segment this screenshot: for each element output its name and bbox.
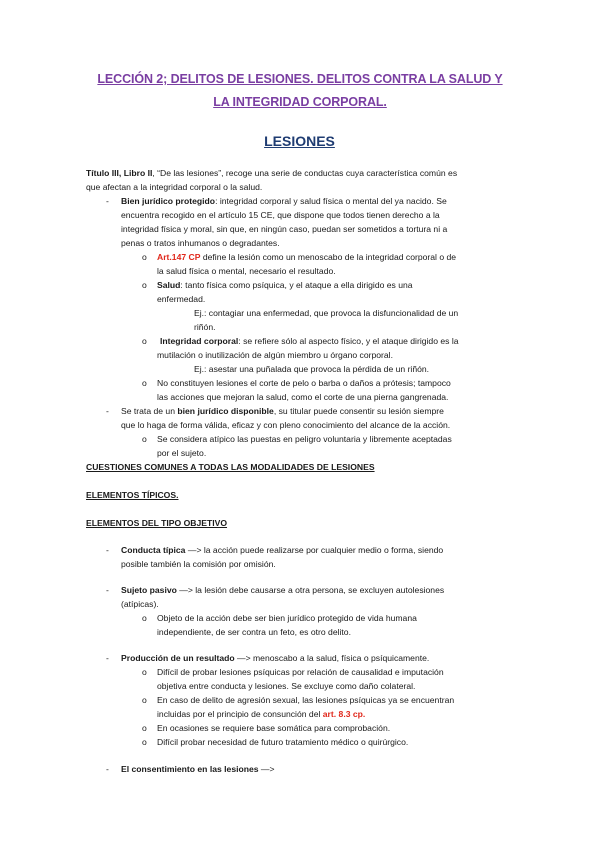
heading-cuestiones: CUESTIONES COMUNES A TODAS LAS MODALIDADES DE LESIONES xyxy=(86,462,375,472)
salud-example-2: riñón. xyxy=(194,322,216,332)
produccion-sub-3: En ocasiones se requiere base somática para comprobación. xyxy=(157,723,391,733)
disponible-line-1: Se trata de un bien jurídico disponible, su titular puede consentir su lesión siempre xyxy=(121,406,444,416)
no-constituyen-line-2: las acciones que mejoran la salud, como el corte de una pierna gangrenada. xyxy=(157,392,449,402)
produccion-sub-1a: Difícil de probar lesiones psíquicas por relación de causalidad e imputación xyxy=(157,667,444,677)
lesson-title-line-2: LA INTEGRIDAD CORPORAL. xyxy=(213,95,387,109)
sujeto-line-1: Sujeto pasivo —> la lesión debe causarse a otra persona, se excluyen autolesiones xyxy=(121,585,445,595)
conducta-line-2: posible también la comisión por omisión. xyxy=(121,559,276,569)
produccion-sub-2b: incluidas por el principio de consunción del art. 8.3 cp. xyxy=(157,709,366,719)
disponible-line-2: que lo haga de forma válida, eficaz y con pleno conocimiento del alcance de la acción. xyxy=(121,420,451,430)
dash-bullet: - xyxy=(106,653,109,663)
circle-bullet: o xyxy=(142,336,147,346)
dash-bullet: - xyxy=(106,585,109,595)
dash-bullet: - xyxy=(106,764,109,774)
intro-line-2: que afectan a la integridad corporal o la salud. xyxy=(86,182,263,192)
atipico-line-2: por el sujeto. xyxy=(157,448,207,458)
circle-bullet: o xyxy=(142,695,147,705)
section-heading-lesiones: LESIONES xyxy=(264,133,335,149)
circle-bullet: o xyxy=(142,613,147,623)
dash-bullet: - xyxy=(106,545,109,555)
integridad-line-1: Integridad corporal: se refiere sólo al aspecto físico, y el ataque dirigido es la xyxy=(160,336,459,346)
intro-bold: Título III, Libro II xyxy=(86,168,153,178)
dash-bullet: - xyxy=(106,196,109,206)
salud-line-2: enfermedad. xyxy=(157,294,206,304)
no-constituyen-line-1: No constituyen lesiones el corte de pelo o barba o daños a prótesis; tampoco xyxy=(157,378,451,388)
intro-rest: , “De las lesiones”, recoge una serie de conductas cuya característica común es xyxy=(152,168,458,178)
circle-bullet: o xyxy=(142,378,147,388)
art147-line-1: Art.147 CP define la lesión como un menoscabo de la integridad corporal o de xyxy=(157,252,457,262)
circle-bullet: o xyxy=(142,723,147,733)
sujeto-sub-2: independiente, de ser contra un feto, es otro delito. xyxy=(157,627,351,637)
art147-line-2: la salud física o mental, necesario el resultado. xyxy=(157,266,336,276)
circle-bullet: o xyxy=(142,434,147,444)
heading-elementos: ELEMENTOS TÍPICOS. xyxy=(86,490,179,500)
atipico-line-1: Se considera atípico las puestas en peligro voluntaria y libremente aceptadas xyxy=(157,434,452,444)
heading-tipo-objetivo: ELEMENTOS DEL TIPO OBJETIVO xyxy=(86,518,228,528)
intro-line-1 xyxy=(86,166,457,180)
bien-line-1: Bien jurídico protegido: integridad corporal y salud física o mental del ya nacido. Se xyxy=(121,196,447,206)
circle-bullet: o xyxy=(142,737,147,747)
dash-bullet: - xyxy=(106,406,109,416)
integridad-line-2: mutilación o inutilización de algún miembro u órgano corporal. xyxy=(157,350,393,360)
bien-line-3: integridad física y moral, sin que, en ningún caso, puedan ser sometidos a tortura ni a xyxy=(121,224,448,234)
conducta-line-1: Conducta típica —> la acción puede realizarse por cualquier medio o forma, siendo xyxy=(121,545,444,555)
bien-line-2: encuentra recogido en el artículo 15 CE, que dispone que todos tienen derecho a la xyxy=(121,210,440,220)
produccion-sub-1b: objetiva entre conducta y lesiones. Se excluye como daño colateral. xyxy=(157,681,416,691)
produccion-line-1: Producción de un resultado —> menoscabo a la salud, física o psíquicamente. xyxy=(121,653,430,663)
circle-bullet: o xyxy=(142,252,147,262)
circle-bullet: o xyxy=(142,667,147,677)
produccion-sub-2a: En caso de delito de agresión sexual, las lesiones psíquicas ya se encuentran xyxy=(157,695,455,705)
circle-bullet: o xyxy=(142,280,147,290)
sujeto-sub-1: Objeto de la acción debe ser bien jurídico protegido de vida humana xyxy=(157,613,417,623)
integridad-example: Ej.: asestar una puñalada que provoca la pérdida de un riñón. xyxy=(194,364,430,374)
consentimiento-line: El consentimiento en las lesiones —> xyxy=(121,764,275,774)
salud-line-1: Salud: tanto física como psíquica, y el ataque a ella dirigido es una xyxy=(157,280,413,290)
sujeto-line-2: (atípicas). xyxy=(121,599,159,609)
lesson-title-line-1: LECCIÓN 2; DELITOS DE LESIONES. DELITOS CONTRA LA SALUD Y xyxy=(97,72,503,86)
salud-example-1: Ej.: contagiar una enfermedad, que provoca la disfuncionalidad de un xyxy=(194,308,459,318)
produccion-sub-4: Difícil probar necesidad de futuro tratamiento médico o quirúrgico. xyxy=(157,737,409,747)
bien-line-4: penas o tratos inhumanos o degradantes. xyxy=(121,238,280,248)
